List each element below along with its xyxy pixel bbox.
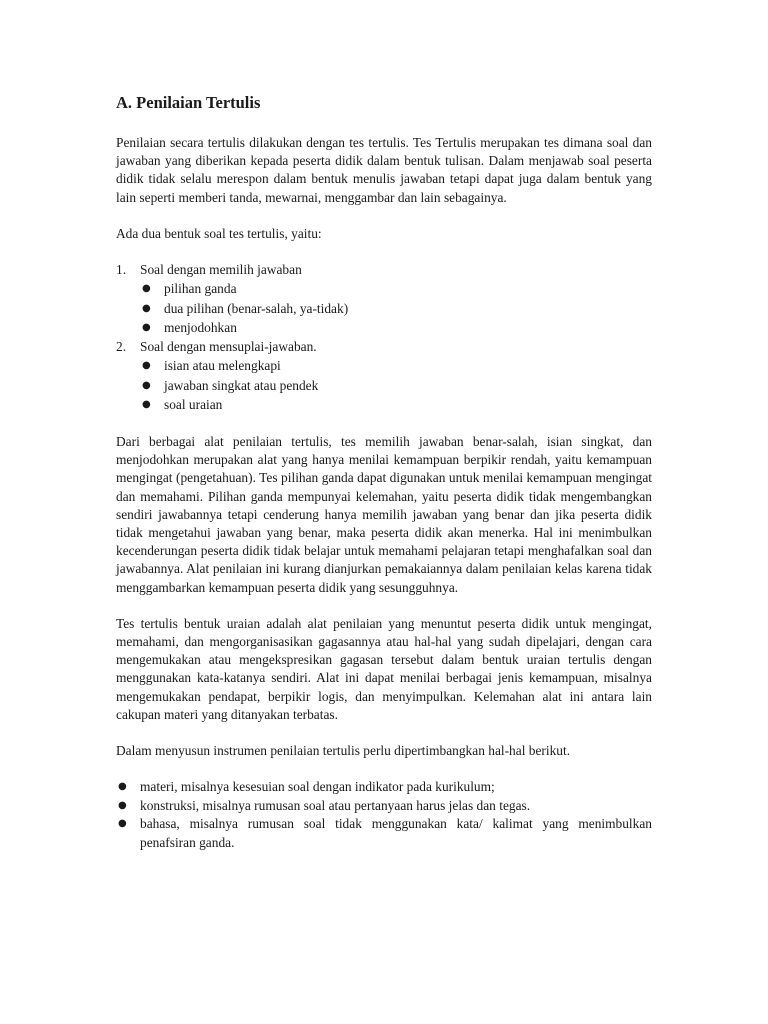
bullet-icon: ● xyxy=(142,360,151,372)
bullet-icon: ● xyxy=(142,322,151,334)
sub-list xyxy=(116,356,652,415)
considerations-list xyxy=(116,778,652,852)
bullet-icon: ● xyxy=(142,302,151,314)
list-item: ● jawaban singkat atau pendek xyxy=(140,376,652,396)
bullet-icon: ● xyxy=(142,379,151,391)
list-item: ● menjodohkan xyxy=(140,318,652,338)
list-number: 2. xyxy=(116,339,127,354)
paragraph-intro: Penilaian secara tertulis dilakukan dengan tes tertulis. Tes Tertulis merupakan tes dimana soal dan jawaban yang diberikan kepada peserta didik dalam bentuk tulisan. Dalam menjawab soal peserta didik tidak selalu merespon dalam bentuk menulis jawaban tetapi dapat juga dalam bentuk yang lain seperti memberi tanda, mewarnai, menggambar dan lain sebagainya. xyxy=(116,135,652,205)
bullet-icon: ● xyxy=(142,283,151,295)
bullet-icon: ● xyxy=(142,399,151,411)
question-type-item xyxy=(116,338,652,356)
list-item-label: Soal dengan mensuplai-jawaban. xyxy=(140,339,317,354)
list-item: ● konstruksi, misalnya rumusan soal atau pertanyaan harus jelas dan tegas. xyxy=(116,797,652,816)
document-page xyxy=(116,92,652,853)
list-item: ● dua pilihan (benar-salah, ya-tidak) xyxy=(140,299,652,319)
question-type-item xyxy=(116,261,652,279)
paragraph-essay: Tes tertulis bentuk uraian adalah alat penilaian yang menuntut peserta didik untuk mengingat, memahami, dan mengorganisasikan gagasannya atau hal-hal yang sudah dipelajari, dengan cara mengemukakan atau mengekspresikan gagasan tersebut dalam bentuk uraian tertulis dengan menggunakan kata-katanya sendiri. Alat ini dapat menilai berbagai jenis kemampuan, misalnya mengemukakan pendapat, berpikir logis, dan menyimpulkan. Kelemahan alat ini antara lain cakupan materi yang ditanyakan terbatas. xyxy=(116,615,652,722)
question-type-list xyxy=(116,261,652,279)
bullet-icon: ● xyxy=(118,799,127,811)
list-number: 1. xyxy=(116,262,127,278)
section-heading: A. Penilaian Tertulis xyxy=(116,93,261,112)
sub-list xyxy=(116,279,652,338)
list-item: ● soal uraian xyxy=(140,395,652,415)
bullet-icon: ● xyxy=(118,818,127,830)
paragraph-comparison: Dari berbagai alat penilaian tertulis, tes memilih jawaban benar-salah, isian singkat, dan menjodohkan merupakan alat yang hanya menilai kemampuan berpikir rendah, yaitu kemampuan mengingat (pengetahuan). Tes pilihan ganda dapat digunakan untuk menilai kemampuan mengingat dan memahami. Pilihan ganda mempunyai kelemahan, yaitu peserta didik tidak mengembangkan sendiri jawabannya tetapi cenderung hanya memilih jawaban yang benar dan jika peserta didik tidak mengetahui jawaban yang benar, maka peserta didik akan menerka. Hal ini menimbulkan kecenderungan peserta didik tidak belajar untuk memahami pelajaran tetapi menghafalkan soal dan jawabannya. Alat penilaian ini kurang dianjurkan pemakaiannya dalam penilaian kelas karena tidak menggambarkan kemampuan peserta didik yang sesungguhnya. xyxy=(116,433,652,595)
list-item: ● isian atau melengkapi xyxy=(140,356,652,376)
list-item: ● pilihan ganda xyxy=(140,279,652,299)
paragraph-forms-intro: Ada dua bentuk soal tes tertulis, yaitu: xyxy=(116,225,322,241)
list-item: ● bahasa, misalnya rumusan soal tidak menggunakan kata/ kalimat yang menimbulkan penafsiran ganda. xyxy=(118,816,652,851)
list-item: ● materi, misalnya kesesuian soal dengan indikator pada kurikulum; xyxy=(116,778,652,797)
bullet-icon: ● xyxy=(118,781,127,793)
question-type-list xyxy=(116,338,652,356)
paragraph-considerations-intro: Dalam menyusun instrumen penilaian tertulis perlu dipertimbangkan hal-hal berikut. xyxy=(116,743,571,759)
list-item-label: Soal dengan memilih jawaban xyxy=(140,262,302,278)
